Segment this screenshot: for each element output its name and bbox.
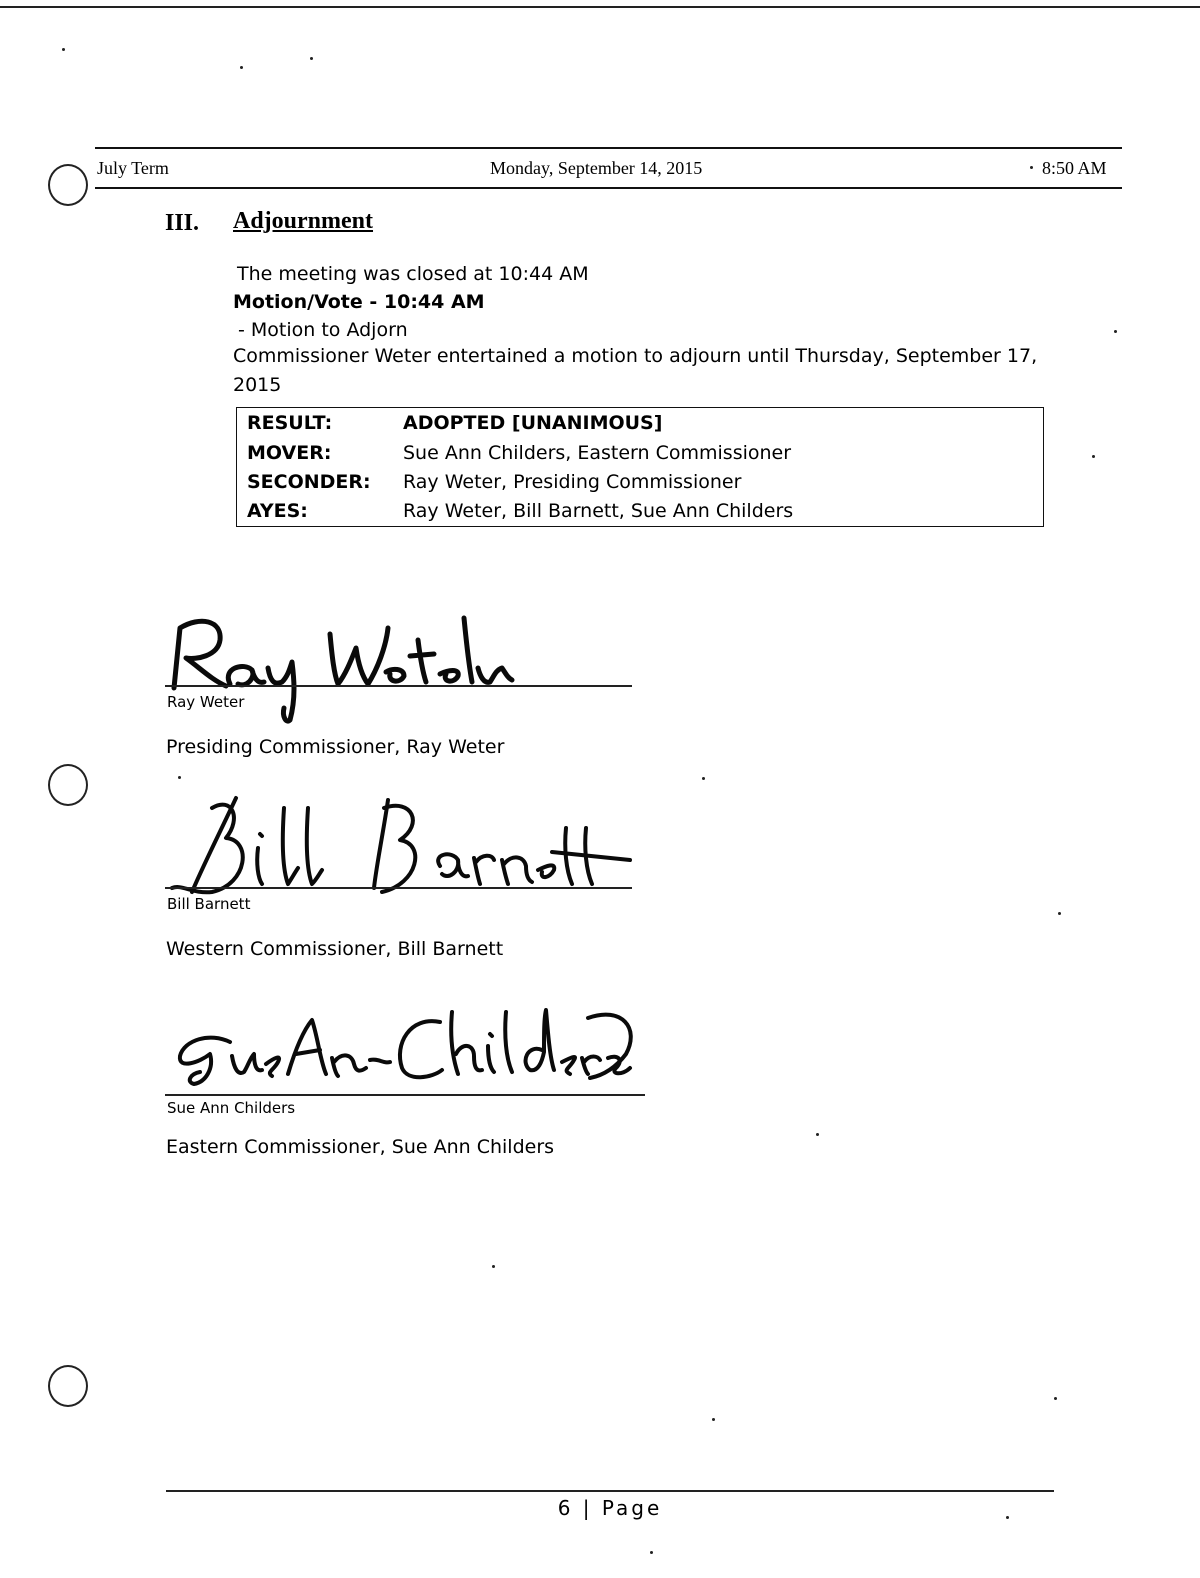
signer-title: Presiding Commissioner, Ray Weter (166, 736, 505, 758)
header-rule-bottom (95, 187, 1122, 189)
signature-sue-ann-childers (170, 998, 640, 1094)
vote-label: SECONDER: (247, 471, 371, 493)
vote-table (236, 407, 1044, 527)
scan-speck (816, 1133, 819, 1136)
scan-top-edge (0, 6, 1200, 8)
motion-vote-line: Motion/Vote - 10:44 AM (233, 291, 485, 313)
scan-speck (1030, 166, 1033, 169)
meeting-closed-line: The meeting was closed at 10:44 AM (237, 263, 589, 285)
vote-label: RESULT: (247, 412, 333, 434)
scan-speck (1058, 912, 1061, 915)
motion-text-line-2: 2015 (233, 374, 282, 396)
signature-line (165, 1094, 645, 1096)
scan-speck (712, 1418, 715, 1421)
hole-punch-icon (48, 1365, 88, 1407)
signature-line (165, 887, 632, 889)
scan-speck (702, 777, 705, 780)
header-time: 8:50 AM (1042, 158, 1107, 178)
signature-caption: Ray Weter (167, 693, 245, 711)
scan-speck (1114, 330, 1117, 333)
page-number: 6 | Page (557, 1496, 663, 1520)
header-rule-top (95, 147, 1122, 149)
scan-speck (1092, 455, 1095, 458)
vote-label: MOVER: (247, 442, 332, 464)
scan-speck (492, 1265, 495, 1268)
hole-punch-icon (48, 764, 88, 806)
section-number: III. (165, 210, 200, 236)
signer-title: Eastern Commissioner, Sue Ann Childers (166, 1136, 555, 1158)
vote-value: Ray Weter, Bill Barnett, Sue Ann Childers (403, 500, 794, 522)
scan-speck (310, 57, 313, 60)
vote-value: Sue Ann Childers, Eastern Commissioner (403, 442, 792, 464)
signer-title: Western Commissioner, Bill Barnett (166, 938, 504, 960)
scan-speck (62, 48, 65, 51)
signature-bill-barnett (162, 788, 632, 908)
scan-speck (650, 1551, 653, 1554)
scan-speck (240, 66, 243, 69)
signature-caption: Bill Barnett (167, 895, 251, 913)
vote-label: AYES: (247, 500, 308, 522)
vote-value: ADOPTED [UNANIMOUS] (403, 412, 663, 434)
footer-rule (166, 1490, 1054, 1492)
motion-text-line: Commissioner Weter entertained a motion to adjourn until Thursday, September 17, (233, 345, 1038, 367)
signature-line (165, 685, 632, 687)
scan-speck (1054, 1397, 1057, 1400)
hole-punch-icon (48, 164, 88, 206)
scan-speck (178, 776, 181, 779)
header-date: Monday, September 14, 2015 (490, 158, 703, 178)
section-title: Adjournment (233, 208, 374, 234)
vote-value: Ray Weter, Presiding Commissioner (403, 471, 742, 493)
signature-caption: Sue Ann Childers (167, 1099, 296, 1117)
header-term: July Term (97, 158, 169, 178)
motion-name-line: - Motion to Adjorn (238, 319, 408, 341)
